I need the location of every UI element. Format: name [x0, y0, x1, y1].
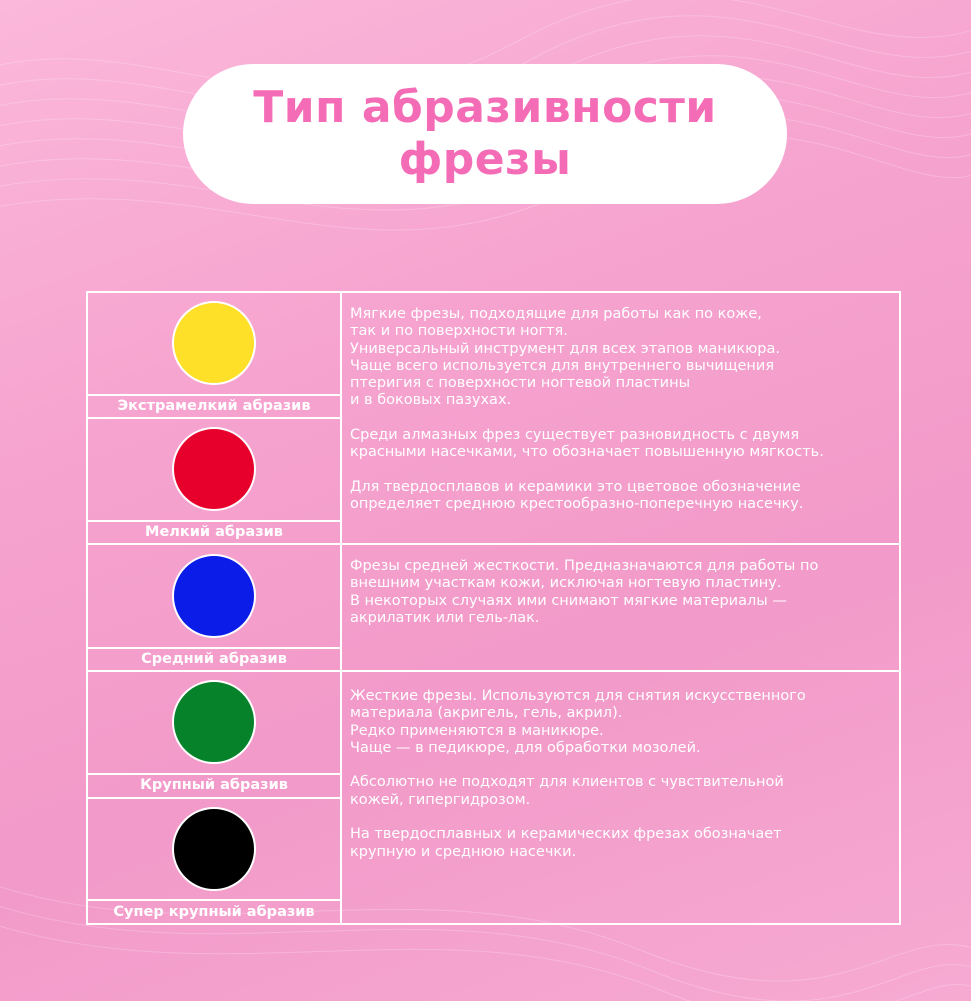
description-paragraph: На твердосплавных и керамических фрезах обозначает крупную и среднюю насечки.: [350, 826, 782, 860]
green-circle-swatch: [172, 680, 256, 764]
description-paragraph: Абсолютно не подходят для клиентов с чувствительной кожей, гипергидрозом.: [350, 774, 784, 808]
swatch-label: Средний абразив: [141, 651, 287, 667]
swatch-label: Супер крупный абразив: [113, 904, 315, 920]
swatch-label: Мелкий абразив: [145, 524, 283, 540]
swatch-label: Экстрамелкий абразив: [117, 398, 311, 414]
description-paragraph: Мягкие фрезы, подходящие для работы как по коже, так и по поверхности ногтя. Универсальный инструмент для всех этапов маникюра. Чаще всего используется для внутреннего вычищения птеригия с поверхности ногтевой пластины и в боковых пазухах.: [350, 306, 780, 409]
description-paragraph: Жесткие фрезы. Используются для снятия искусственного материала (акригель, гель, акрил). Редко применяются в маникюре. Чаще — в педикюре, для обработки мозолей.: [350, 688, 806, 756]
blue-circle-swatch: [172, 554, 256, 638]
black-circle-swatch: [172, 807, 256, 891]
description-coarse-group: [350, 688, 895, 861]
swatch-label: Крупный абразив: [140, 777, 288, 793]
description-medium: [350, 558, 895, 627]
description-paragraph: Для твердосплавов и керамики это цветовое обозначение определяет среднюю крестообразно-поперечную насечку.: [350, 478, 804, 513]
row-extra-fine: [88, 293, 340, 417]
page-title: Тип абразивности фрезы: [253, 82, 717, 185]
yellow-circle-swatch: [172, 301, 256, 385]
row-coarse: [88, 672, 340, 797]
title-pill: [183, 64, 787, 204]
table-column-divider: [340, 291, 342, 925]
row-medium: [88, 545, 340, 670]
description-paragraph: Фрезы средней жесткости. Предназначаются для работы по внешним участкам кожи, исключая ногтевую пластину. В некоторых случаях ими снимают мягкие материалы — акрилатик или гель-лак.: [350, 558, 819, 626]
row-super-coarse: [88, 799, 340, 923]
row-fine: [88, 419, 340, 543]
description-paragraph: Среди алмазных фрез существует разновидность с двумя красными насечками, что обозначает повышенную мягкость.: [350, 427, 824, 461]
description-fine-group: [350, 306, 895, 514]
red-circle-swatch: [172, 427, 256, 511]
